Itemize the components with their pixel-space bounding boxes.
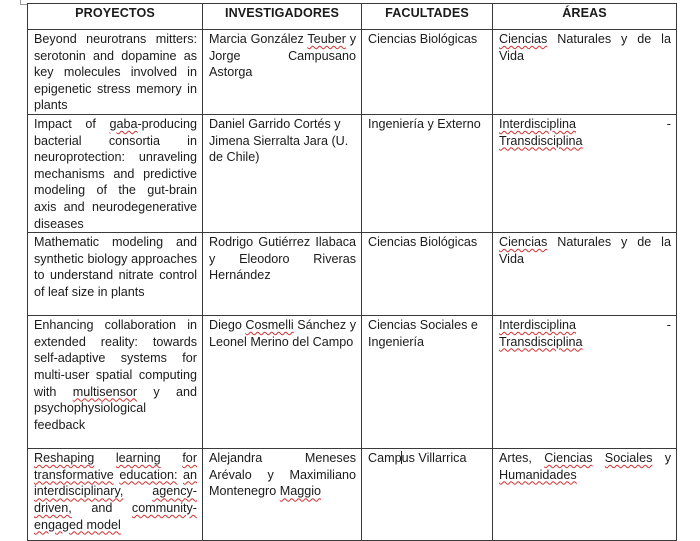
header-areas: ÁREAS [493,4,677,30]
cell-area[interactable] [493,114,677,232]
spellcheck-word: interdisciplinary, [34,484,124,499]
spellcheck-word: Ciencias [544,451,593,466]
spellcheck-word: Transdisciplina [499,133,583,148]
proyecto-text: Impact of [34,116,110,131]
spellcheck-word: multisensor [72,384,138,399]
investigadores-text: y Jorge Campusano Astorga [209,32,357,80]
cell-facultad[interactable] [362,114,493,232]
projects-table [27,3,677,541]
cell-area[interactable] [493,233,677,316]
cell-proyecto[interactable] [28,316,203,449]
header-facultades: FACULTADES [362,4,493,30]
proyecto-text: -producing bacterial consortia in neuroprotection: unraveling mechanisms and predictive modeling of the gut-brain axis and neurodegenerative diseases [34,116,197,231]
table-row [28,30,677,115]
spellcheck-word: Cosmelli [245,318,294,333]
table-row [28,449,677,541]
word-space [123,484,152,498]
spellcheck-word: for [182,451,198,466]
spellcheck-word: education: [119,467,178,482]
cell-proyecto[interactable] [28,233,203,316]
proyecto-text: Mathematic modeling and synthetic biology approaches to understand nitrate control of leaf size in plants [34,235,197,299]
spellcheck-word: Humanidades [499,467,577,482]
area-text: Naturales y de la Vida [499,32,671,63]
investigadores-text: Alejandra Meneses Arévalo y Maximiliano Montenegro [209,451,356,499]
cell-investigadores[interactable] [203,316,362,449]
area-text: Naturales y de la Vida [499,235,671,266]
spellcheck-word: gaba [109,116,138,131]
word-space [94,451,116,465]
table-row [28,316,677,449]
word-space [112,501,132,515]
spellcheck-word: transformative [34,467,114,482]
table-row [28,114,677,232]
investigadores-text: Daniel Garrido Cortés y Jimena Sierralta Jara (U. de Chile) [209,116,349,165]
investigadores-text: Marcia González [209,32,308,46]
area-dash: - [666,318,671,333]
spellcheck-word: Ciencias [499,235,548,250]
cell-investigadores[interactable] [203,449,362,541]
spellcheck-word: Transdisciplina [499,334,583,349]
facultad-text: Ciencias Biológicas [368,32,478,46]
facultad-text: us Villarrica [401,451,467,466]
facultad-text: Ciencias Biológicas [368,235,478,250]
cell-investigadores[interactable] [203,114,362,232]
cell-facultad[interactable] [362,30,493,115]
cell-facultad[interactable] [362,449,493,541]
proyecto-text: and [91,500,113,515]
investigadores-text: Rodrigo Gutiérrez Ilabaca y Eleodoro Riveras Hernández [209,235,356,283]
proyecto-text: Enhancing collaboration in extended reality: towards self-adaptive systems for multi-user spatial computing with [34,318,197,399]
spellcheck-word: Ciencias [499,32,548,46]
facultad-text: Ciencias Sociales e Ingeniería [368,318,478,349]
cell-proyecto[interactable] [28,114,203,232]
cell-facultad[interactable] [362,316,493,449]
header-proyectos: PROYECTOS [28,4,203,30]
word-space [72,501,92,515]
spellcheck-word: Maggio [279,484,322,499]
area-text: y [652,451,671,466]
cell-area[interactable] [493,316,677,449]
cell-proyecto[interactable] [28,449,203,541]
cell-investigadores[interactable] [203,233,362,316]
spellcheck-word: an [182,467,197,482]
spellcheck-word: Reshaping [34,451,95,466]
investigadores-text: Sánchez y Leonel Merino del Campo [209,318,357,349]
facultad-text: Ingeniería y Externo [368,116,481,131]
header-row [28,4,677,30]
spellcheck-word: Interdisciplina [499,318,577,333]
proyecto-text: y and psychophysiological feedback [34,384,197,432]
word-space [161,451,183,465]
facultad-text: Camp [368,451,402,466]
area-dash: - [666,116,671,131]
cell-area[interactable] [493,30,677,115]
investigadores-text: Diego [209,318,246,333]
cell-area[interactable] [493,449,677,541]
cell-proyecto[interactable] [28,30,203,115]
spellcheck-word: Teuber [307,32,346,46]
spellcheck-word: Interdisciplina [499,116,577,131]
cell-investigadores[interactable] [203,30,362,115]
proyecto-text: Beyond neurotrans mitters: serotonin and dopamine as key molecules involved in epigenetic stress memory in plants [34,32,197,113]
cell-facultad[interactable] [362,233,493,316]
spellcheck-word: Sociales [604,451,653,466]
spellcheck-word: agency-driven, [34,484,197,515]
table-row [28,233,677,316]
word-space [593,451,605,465]
area-text: Artes, [499,451,545,466]
spellcheck-word: community-engaged model [34,500,197,532]
header-investigadores: INVESTIGADORES [203,4,362,30]
spellcheck-word: learning [115,451,161,466]
